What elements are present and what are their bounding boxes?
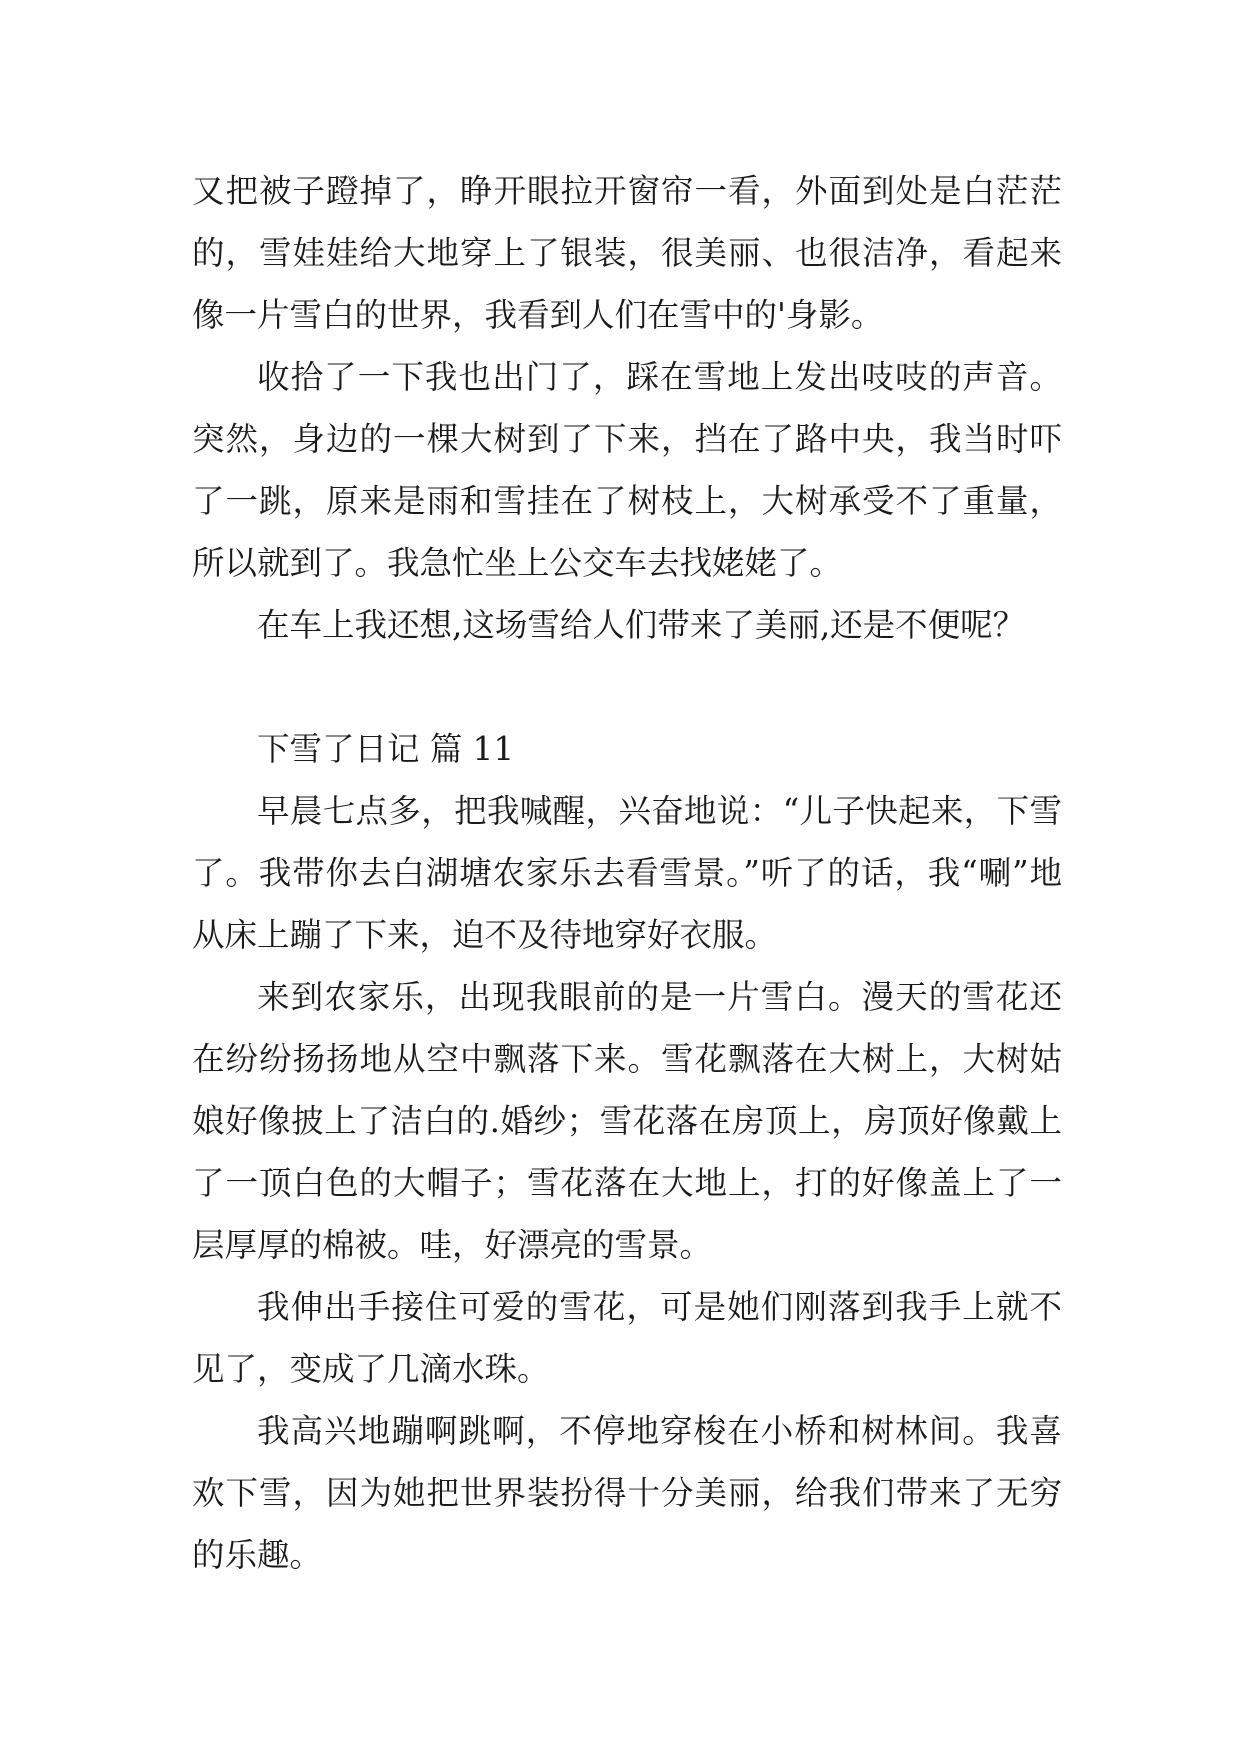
paragraph: 来到农家乐，出现我眼前的是一片雪白。漫天的雪花还在纷纷扬扬地从空中飘落下来。雪花飘落在大树上，大树姑娘好像披上了洁白的.婚纱；雪花落在房顶上，房顶好像戴上了一顶白色的大帽子；雪花落在大地上，打的好像盖上了一层厚厚的棉被。哇，好漂亮的雪景。 [192,978,1062,1264]
paragraph: 我高兴地蹦啊跳啊，不停地穿梭在小桥和树林间。我喜欢下雪，因为她把世界装扮得十分美丽，给我们带来了无穷的乐趣。 [192,1412,1062,1574]
paragraph-continued: 又把被子蹬掉了，睁开眼拉开窗帘一看，外面到处是白茫茫的，雪娃娃给大地穿上了银装，很美丽、也很洁净，看起来像一片雪白的世界，我看到人们在雪中的'身影。 [192,172,1062,334]
section-title: 下雪了日记 篇 11 [257,730,515,768]
paragraph: 在车上我还想,这场雪给人们带来了美丽,还是不便呢？ [257,606,1026,644]
section-spacer [192,656,1062,718]
paragraph: 收拾了一下我也出门了，踩在雪地上发出吱吱的声音。突然，身边的一棵大树到了下来，挡在了路中央，我当时吓了一跳，原来是雨和雪挂在了树枝上，大树承受不了重量，所以就到了。我急忙坐上公交车去找姥姥了。 [192,358,1062,582]
document-body [192,160,1062,1586]
paragraph: 我伸出手接住可爱的雪花，可是她们刚落到我手上就不见了，变成了几滴水珠。 [192,1288,1062,1388]
paragraph: 早晨七点多，把我喊醒，兴奋地说：“儿子快起来，下雪了。我带你去白湖塘农家乐去看雪景。”听了的话，我“唰”地从床上蹦了下来，迫不及待地穿好衣服。 [192,792,1062,954]
